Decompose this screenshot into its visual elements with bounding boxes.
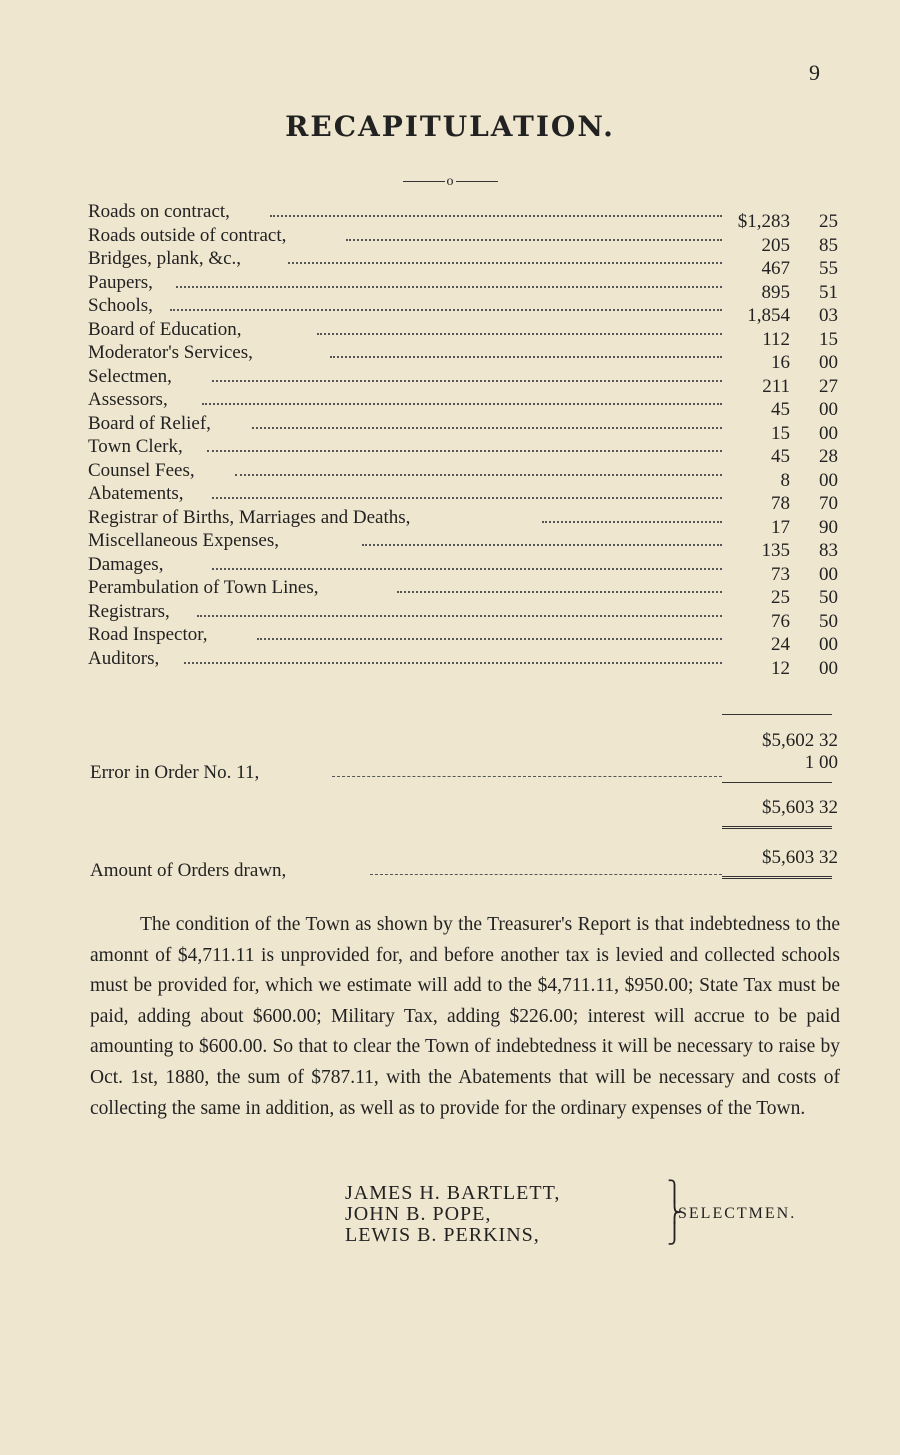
- ledger-dollars: 76: [771, 610, 790, 632]
- ornament-glyph: o: [446, 174, 454, 189]
- title-ornament: [0, 174, 900, 189]
- ledger-leader: [288, 262, 722, 264]
- total-rule: [722, 782, 832, 783]
- ledger-dollars: 45: [771, 399, 790, 420]
- ledger-item-label: Town Clerk,: [88, 436, 183, 457]
- ledger-row: [88, 224, 838, 256]
- ledger-dollars: 12: [771, 657, 790, 679]
- signatory-name: JAMES H. BARTLETT,: [345, 1182, 561, 1204]
- ledger-dollars: 24: [771, 634, 790, 655]
- ledger-dollars: 205: [761, 234, 790, 256]
- orders-amount: $5,603 32: [762, 847, 838, 868]
- ledger-leader: [235, 474, 722, 476]
- ledger-leader: [197, 615, 722, 617]
- ledger-item-label: Moderator's Services,: [88, 342, 253, 363]
- ledger-cents: 25: [819, 211, 838, 232]
- ledger-row: [88, 318, 838, 350]
- error-amount: 1 00: [804, 752, 838, 773]
- ledger-row: [88, 365, 838, 397]
- ledger-dollars: 73: [771, 563, 790, 585]
- ledger-row: [88, 341, 838, 373]
- signatory-name: LEWIS B. PERKINS,: [345, 1224, 540, 1246]
- ledger-cents: 00: [819, 657, 838, 679]
- page-title: RECAPITULATION.: [285, 110, 615, 143]
- ledger-dollars: $1,283: [737, 211, 790, 232]
- ledger-leader: [184, 662, 722, 664]
- total-amount: $5,603 32: [762, 797, 838, 818]
- ledger-leader: [362, 544, 722, 546]
- ledger-dollars: 467: [761, 258, 790, 279]
- ledger-dollars: 895: [761, 281, 790, 303]
- ledger-row: [88, 529, 838, 561]
- ledger-cents: 27: [819, 375, 838, 397]
- orders-double-rule: [722, 876, 832, 879]
- signature-brace: ⎫ ⎬ ⎭: [667, 1181, 682, 1245]
- ledger-item-label: Schools,: [88, 295, 153, 316]
- ledger-item-label: Abatements,: [88, 483, 184, 504]
- ledger-item-label: Damages,: [88, 553, 164, 575]
- ledger-item-label: Roads outside of contract,: [88, 224, 287, 246]
- ledger-cents: 00: [819, 563, 838, 585]
- ledger-dollars: 1,854: [747, 305, 790, 326]
- ledger-cents: 00: [819, 352, 838, 373]
- ledger-leader: [207, 450, 722, 452]
- ledger-dollars: 135: [761, 540, 790, 561]
- ledger-dollars: 16: [771, 352, 790, 373]
- ledger-item-label: Counsel Fees,: [88, 459, 195, 481]
- ledger-item-label: Board of Education,: [88, 318, 242, 340]
- signatory-role: SELECTMEN.: [678, 1205, 797, 1222]
- ledger-leader: [176, 286, 722, 288]
- ledger-cents: 28: [819, 446, 838, 467]
- ledger-row: [88, 412, 838, 444]
- orders-label: Amount of Orders drawn,: [90, 860, 287, 881]
- ledger-cents: 50: [819, 610, 838, 632]
- ledger-dollars: 25: [771, 587, 790, 608]
- ledger-leader: [346, 239, 722, 241]
- ledger-cents: 51: [819, 281, 838, 303]
- signatory-name: JOHN B. POPE,: [345, 1203, 492, 1225]
- signature-block: [345, 1183, 560, 1246]
- treasurer-report-paragraph: The condition of the Town as shown by the Treasurer's Report is that indebtedness to the amonnt of $4,711.11 is unprovided for, and before another tax is levied and collected schools must be provided for, which we estimate will add to the $4,711.11, $950.00; State Tax must be paid, adding about $600.00; Military Tax, adding $226.00; interest will accrue to be paid amounting to $600.00. So that to clear the Town of indebtedness it will be necessary to raise by Oct. 1st, 1880, the sum of $787.11, with the Abatements that will be necessary and costs of collecting the same in addition, as well as to provide for the ordinary expenses of the Town.: [90, 914, 840, 1119]
- ledger-dollars: 112: [762, 328, 790, 350]
- ledger-row: [88, 600, 838, 632]
- ledger-item-label: Miscellaneous Expenses,: [88, 530, 280, 551]
- ledger-row: [88, 247, 838, 279]
- orders-leader: [370, 874, 722, 875]
- ledger-cents: 55: [819, 258, 838, 279]
- subtotal-rule: [722, 714, 832, 715]
- ledger-dollars: 17: [771, 516, 790, 538]
- ledger-cents: 83: [819, 540, 838, 561]
- ledger-cents: 00: [819, 422, 838, 444]
- ledger-item-label: Auditors,: [88, 647, 160, 669]
- ledger-leader: [252, 427, 722, 429]
- ledger-dollars: 8: [780, 469, 790, 491]
- ledger-cents: 03: [819, 305, 838, 326]
- ledger-cents: 00: [819, 469, 838, 491]
- ledger-item-label: Assessors,: [88, 389, 168, 410]
- ledger-row: [88, 576, 838, 608]
- ledger-leader: [202, 403, 722, 405]
- ledger-dollars: 78: [771, 493, 790, 514]
- ledger-row: [88, 435, 838, 467]
- ledger-row: [88, 271, 838, 303]
- ledger-table: [88, 200, 838, 679]
- ledger-leader: [212, 380, 722, 382]
- ledger-item-label: Bridges, plank, &c.,: [88, 248, 242, 269]
- ledger-row: [88, 506, 838, 538]
- ledger-item-label: Road Inspector,: [88, 624, 208, 645]
- ledger-cents: 85: [819, 234, 838, 256]
- ledger-item-label: Paupers,: [88, 271, 153, 293]
- ledger-row: [88, 459, 838, 491]
- error-leader: [332, 776, 722, 777]
- ledger-cents: 70: [819, 493, 838, 514]
- ledger-item-label: Board of Relief,: [88, 412, 211, 434]
- ledger-item-label: Perambulation of Town Lines,: [88, 577, 319, 598]
- ledger-leader: [212, 568, 722, 570]
- ledger-row: [88, 623, 838, 655]
- ledger-dollars: 211: [762, 375, 790, 397]
- ledger-dollars: 45: [771, 446, 790, 467]
- ledger-row: [88, 482, 838, 514]
- ledger-leader: [212, 497, 722, 499]
- total-double-rule: [722, 826, 832, 829]
- error-label: Error in Order No. 11,: [90, 762, 260, 783]
- ledger-leader: [257, 638, 722, 640]
- ledger-row: [88, 388, 838, 420]
- ledger-item-label: Registrars,: [88, 600, 170, 622]
- ledger-item-label: Selectmen,: [88, 365, 172, 387]
- ledger-cents: 00: [819, 634, 838, 655]
- ledger-row: [88, 553, 838, 585]
- ledger-cents: 90: [819, 516, 838, 538]
- ledger-leader: [330, 356, 722, 358]
- ledger-cents: 50: [819, 587, 838, 608]
- ledger-leader: [270, 215, 722, 217]
- ledger-row: [88, 647, 838, 679]
- ledger-row: [88, 294, 838, 326]
- ledger-item-label: Registrar of Births, Marriages and Deaths,: [88, 506, 411, 528]
- ledger-dollars: 15: [771, 422, 790, 444]
- ledger-item-label: Roads on contract,: [88, 201, 230, 222]
- subtotal-amount: $5,602 32: [762, 730, 838, 751]
- page-number: 9: [809, 60, 820, 85]
- ledger-cents: 15: [819, 328, 838, 350]
- ledger-leader: [317, 333, 722, 335]
- ledger-leader: [397, 591, 722, 593]
- ledger-leader: [170, 309, 722, 311]
- ledger-row: [88, 200, 838, 232]
- ledger-cents: 00: [819, 399, 838, 420]
